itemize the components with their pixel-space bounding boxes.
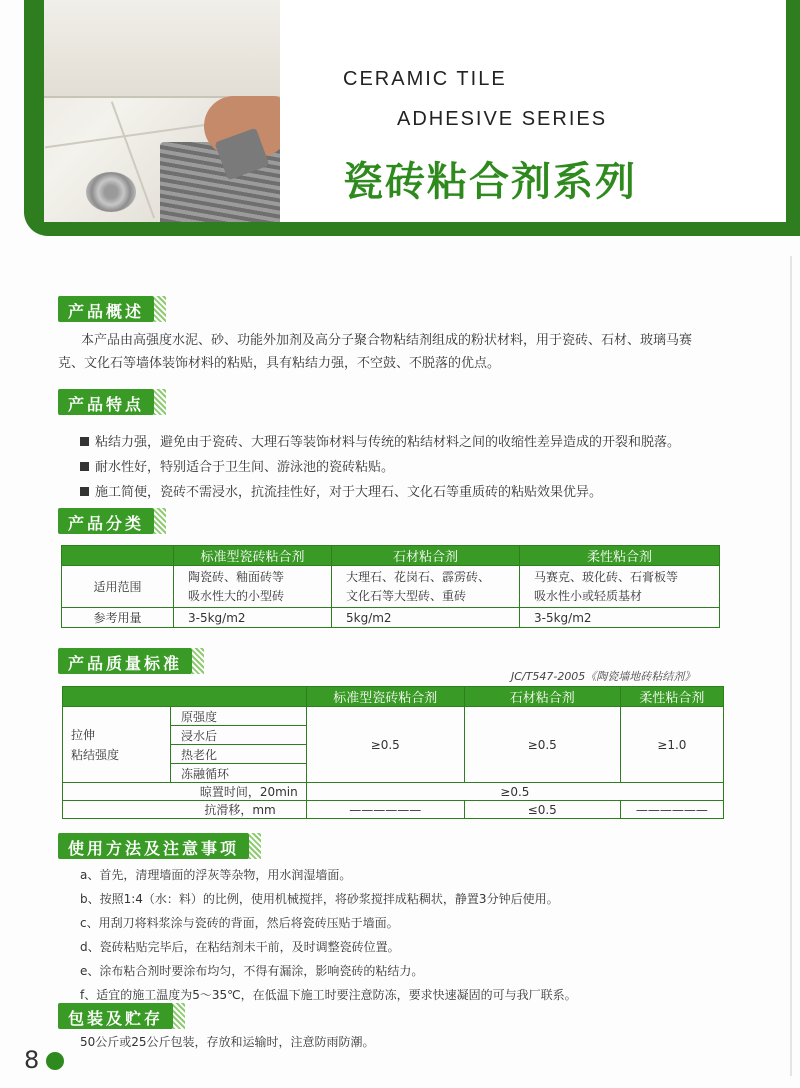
tensile-value: ≥0.5 [306, 707, 464, 783]
table-row [63, 707, 724, 726]
classification-table [61, 545, 720, 628]
section-heading-usage: 使用方法及注意事项 [58, 833, 249, 859]
section-heading-features: 产品特点 [58, 389, 154, 415]
row-label: 晾置时间，20min [63, 783, 307, 801]
section-heading-classification: 产品分类 [58, 508, 154, 534]
sub-row-label: 热老化 [171, 745, 307, 764]
usage-step: d、瓷砖粘贴完毕后，在粘结剂未干前，及时调整瓷砖位置。 [80, 940, 400, 954]
row-label: 参考用量 [62, 608, 174, 628]
table-cell: 3-5kg/m2 [520, 608, 720, 628]
table-cell: —————— [620, 801, 723, 819]
table-row [62, 608, 720, 628]
table-cell: ≤0.5 [464, 801, 620, 819]
table-header-blank [62, 546, 174, 566]
usage-step: f、适宜的施工温度为5～35℃，在低温下施工时要注意防冻，要求快速凝固的可与我厂联系。 [80, 988, 577, 1002]
row-label: 适用范围 [62, 566, 174, 608]
bullet-square-icon [80, 487, 89, 496]
title-english-line1: CERAMIC TILE [343, 68, 507, 90]
title-chinese: 瓷砖粘合剂系列 [343, 159, 637, 205]
page-number: 8 [24, 1046, 40, 1074]
standard-reference: JC/T547-2005《陶瓷墙地砖粘结剂》 [511, 670, 696, 683]
title-english-line2: ADHESIVE SERIES [397, 108, 608, 130]
table-header: 标准型瓷砖粘合剂 [174, 546, 332, 566]
table-cell: 3-5kg/m2 [174, 608, 332, 628]
overview-text-line1: 本产品由高强度水泥、砂、功能外加剂及高分子聚合物粘结剂组成的粉状材料，用于瓷砖、石材、玻璃马赛 [81, 333, 693, 348]
tile-installation-photo [44, 0, 280, 222]
sub-row-label: 原强度 [171, 707, 307, 726]
table-header: 柔性粘合剂 [620, 687, 723, 707]
table-cell: 马赛克、玻化砖、石膏板等 吸水性小或轻质基材 [520, 566, 720, 608]
group-label: 拉伸 粘结强度 [63, 707, 171, 783]
side-divider [790, 256, 792, 1076]
floor-drain-icon [86, 172, 136, 212]
usage-step: b、按照1:4（水：料）的比例，使用机械搅拌，将砂浆搅拌成粘稠状，静置3分钟后使用。 [80, 892, 559, 906]
table-row [63, 783, 724, 801]
table-header: 柔性粘合剂 [520, 546, 720, 566]
row-label: 抗滑移，mm [63, 801, 307, 819]
page-dot-icon [46, 1052, 64, 1070]
bullet-square-icon [80, 462, 89, 471]
usage-step: e、涂布粘合剂时要涂布均匀，不得有漏涂，影响瓷砖的粘结力。 [80, 964, 424, 978]
table-header: 石材粘合剂 [332, 546, 520, 566]
table-cell: 陶瓷砖、釉面砖等 吸水性大的小型砖 [174, 566, 332, 608]
table-row [62, 566, 720, 608]
usage-step: c、用刮刀将料浆涂与瓷砖的背面，然后将瓷砖压贴于墙面。 [80, 916, 399, 930]
sub-row-label: 冻融循环 [171, 764, 307, 783]
table-header: 标准型瓷砖粘合剂 [306, 687, 464, 707]
overview-text-line2: 克、文化石等墙体装饰材料的粘贴，具有粘结力强，不空鼓、不脱落的优点。 [58, 356, 501, 371]
table-cell: 大理石、花岗石、霹雳砖、 文化石等大型砖、重砖 [332, 566, 520, 608]
table-cell: 5kg/m2 [332, 608, 520, 628]
table-row [63, 801, 724, 819]
tensile-value: ≥1.0 [620, 707, 723, 783]
packaging-text: 50公斤或25公斤包装，存放和运输时，注意防雨防潮。 [80, 1035, 375, 1049]
tensile-value: ≥0.5 [464, 707, 620, 783]
feature-item: 粘结力强，避免由于瓷砖、大理石等装饰材料与传统的粘结材料之间的收缩性差异造成的开裂和脱落。 [80, 431, 680, 450]
section-heading-packaging: 包装及贮存 [58, 1003, 173, 1029]
section-heading-quality: 产品质量标准 [58, 648, 192, 674]
quality-table [62, 686, 724, 819]
feature-item: 施工简便，瓷砖不需浸水，抗流挂性好，对于大理石、文化石等重质砖的粘贴效果优异。 [80, 481, 602, 500]
sub-row-label: 浸水后 [171, 726, 307, 745]
table-header: 石材粘合剂 [464, 687, 620, 707]
feature-item: 耐水性好，特别适合于卫生间、游泳池的瓷砖粘贴。 [80, 456, 394, 475]
usage-step: a、首先，清理墙面的浮灰等杂物，用水润湿墙面。 [80, 868, 352, 882]
bullet-square-icon [80, 437, 89, 446]
table-cell: ≥0.5 [306, 783, 723, 801]
table-header-blank [63, 687, 307, 707]
section-heading-overview: 产品概述 [58, 296, 154, 322]
table-cell: —————— [306, 801, 464, 819]
